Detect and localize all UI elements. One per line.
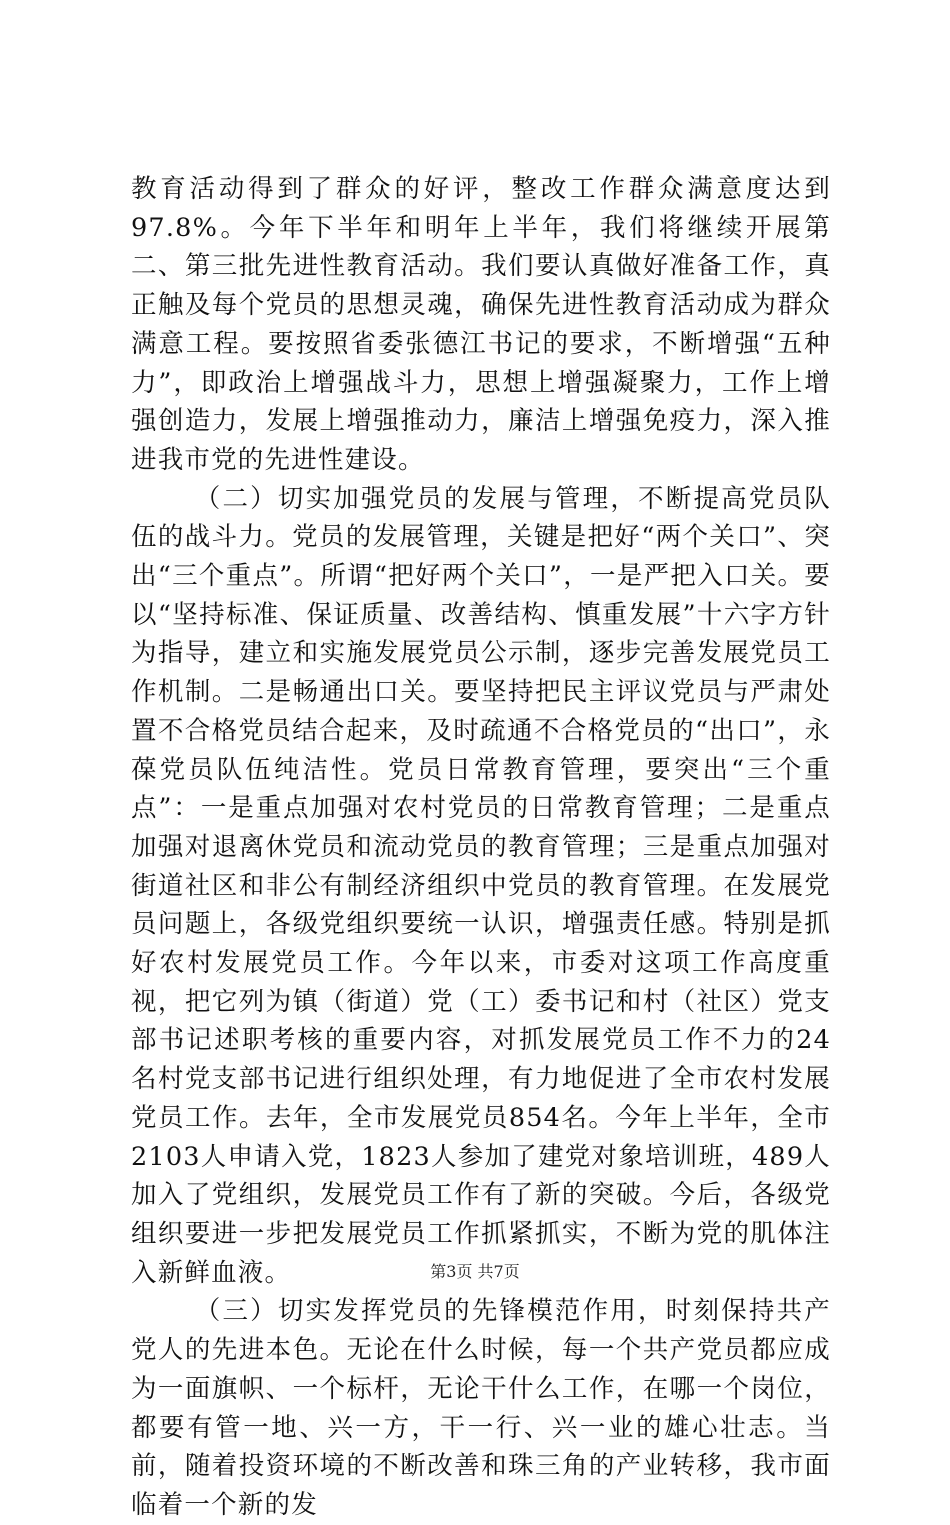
document-body [131, 170, 831, 1525]
page-number-label: 第3页 共7页 [430, 1262, 520, 1281]
paragraph-section-three: （三）切实发挥党员的先锋模范作用，时刻保持共产党人的先进本色。无论在什么时候，每一个共产党员都应成为一面旗帜、一个标杆，无论干什么工作，在哪一个岗位，都要有管一地、兴一方，干一行、兴一业的雄心壮志。当前，随着投资环境的不断改善和珠三角的产业转移，我市面临着一个新的发 [131, 1296, 831, 1520]
page-footer [0, 1262, 950, 1282]
paragraph-section-two: （二）切实加强党员的发展与管理，不断提高党员队伍的战斗力。党员的发展管理，关键是把好“两个关口”、突出“三个重点”。所谓“把好两个关口”，一是严把入口关。要以“坚持标准、保证质量、改善结构、慎重发展”十六字方针为指导，建立和实施发展党员公示制，逐步完善发展党员工作机制。二是畅通出口关。要坚持把民主评议党员与严肃处置不合格党员结合起来，及时疏通不合格党员的“出口”，永葆党员队伍纯洁性。党员日常教育管理，要突出“三个重点”：一是重点加强对农村党员的日常教育管理；二是重点加强对退离休党员和流动党员的教育管理；三是重点加强对街道社区和非公有制经济组织中党员的教育管理。在发展党员问题上，各级党组织要统一认识，增强责任感。特别是抓好农村发展党员工作。今年以来，市委对这项工作高度重视，把它列为镇（街道）党（工）委书记和村（社区）党支部书记述职考核的重要内容，对抓发展党员工作不力的24名村党支部书记进行组织处理，有力地促进了全市农村发展党员工作。去年，全市发展党员854名。今年上半年，全市2103人申请入党，1823人参加了建党对象培训班，489人加入了党组织，发展党员工作有了新的突破。今后，各级党组织要进一步把发展党员工作抓紧抓实，不断为党的肌体注入新鲜血液。 [131, 483, 831, 1288]
paragraph-continued: 教育活动得到了群众的好评，整改工作群众满意度达到97.8%。今年下半年和明年上半年，我们将继续开展第二、第三批先进性教育活动。我们要认真做好准备工作，真正触及每个党员的思想灵魂，确保先进性教育活动成为群众满意工程。要按照省委张德江书记的要求，不断增强“五种力”，即政治上增强战斗力，思想上增强凝聚力，工作上增强创造力，发展上增强推动力，廉洁上增强免疫力，深入推进我市党的先进性建设。 [131, 174, 831, 475]
